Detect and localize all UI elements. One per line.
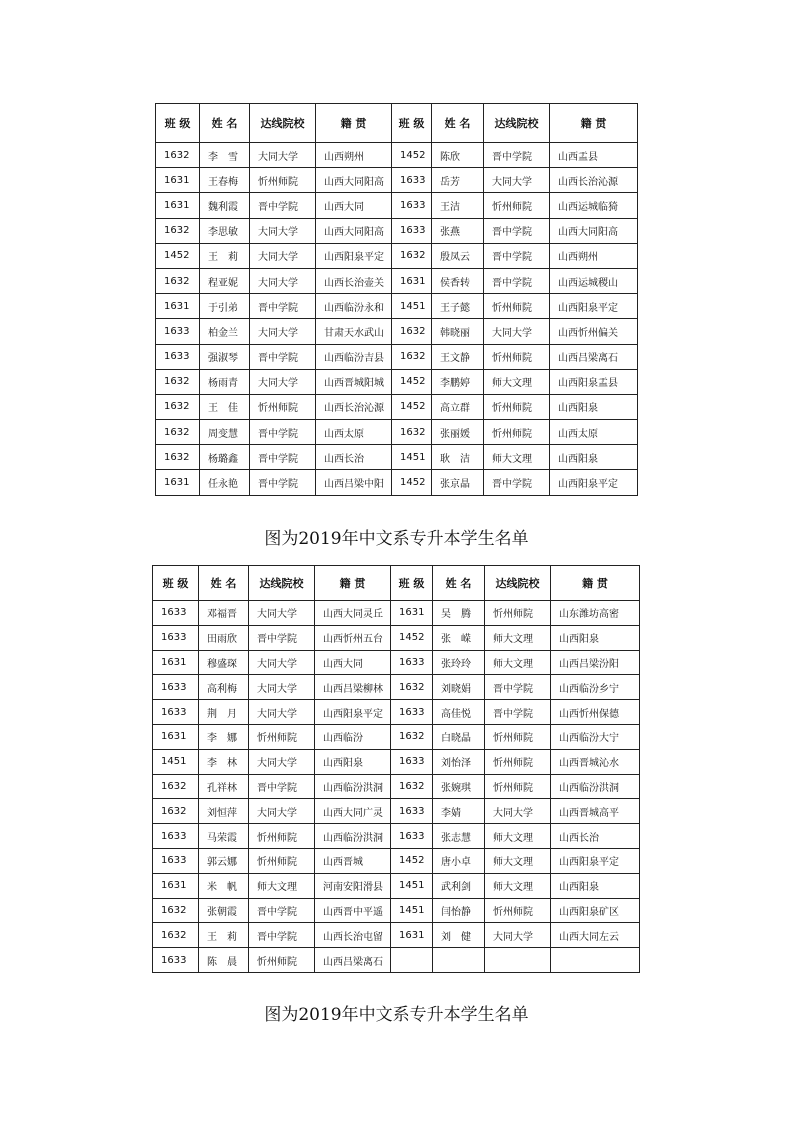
hometown-cell: 山西阳泉平定 bbox=[550, 470, 638, 495]
name-cell: 李鹏婷 bbox=[432, 369, 484, 394]
hometown-cell: 山西阳泉矿区 bbox=[551, 898, 640, 923]
hometown-cell: 山西忻州五台 bbox=[315, 625, 391, 650]
table-row bbox=[153, 923, 640, 948]
class-cell: 1632 bbox=[391, 675, 433, 700]
class-cell: 1452 bbox=[392, 394, 432, 419]
name-cell: 田雨欣 bbox=[199, 625, 249, 650]
class-cell: 1632 bbox=[156, 394, 200, 419]
hometown-cell: 山西临汾洪洞 bbox=[315, 774, 391, 799]
school-cell: 晋中学院 bbox=[484, 470, 550, 495]
header-class: 班 级 bbox=[391, 566, 433, 601]
school-cell: 忻州师院 bbox=[485, 774, 551, 799]
school-cell: 忻州师院 bbox=[249, 948, 315, 973]
class-cell: 1633 bbox=[391, 824, 433, 849]
hometown-cell: 山西吕梁离石 bbox=[550, 344, 638, 369]
hometown-cell: 山西大同阳高 bbox=[316, 168, 392, 193]
hometown-cell: 山西大同阳高 bbox=[316, 218, 392, 243]
header-name: 姓 名 bbox=[200, 104, 250, 143]
class-cell: 1633 bbox=[153, 675, 199, 700]
school-cell: 晋中学院 bbox=[250, 294, 316, 319]
table-row bbox=[153, 675, 640, 700]
school-cell: 师大文理 bbox=[485, 824, 551, 849]
school-cell: 大同大学 bbox=[485, 799, 551, 824]
school-cell: 师大文理 bbox=[485, 625, 551, 650]
class-cell: 1452 bbox=[392, 470, 432, 495]
hometown-cell: 山西临汾 bbox=[315, 724, 391, 749]
name-cell: 张婉琪 bbox=[433, 774, 485, 799]
school-cell: 师大文理 bbox=[485, 873, 551, 898]
school-cell: 忻州师院 bbox=[485, 601, 551, 626]
class-cell: 1452 bbox=[391, 848, 433, 873]
name-cell: 张志慧 bbox=[433, 824, 485, 849]
class-cell: 1451 bbox=[392, 294, 432, 319]
name-cell: 张 嵘 bbox=[433, 625, 485, 650]
hometown-cell: 山西长治屯留 bbox=[315, 923, 391, 948]
name-cell: 张朝霞 bbox=[199, 898, 249, 923]
class-cell: 1451 bbox=[391, 898, 433, 923]
hometown-cell: 山西阳泉平定 bbox=[315, 700, 391, 725]
school-cell: 晋中学院 bbox=[250, 470, 316, 495]
school-cell: 大同大学 bbox=[250, 319, 316, 344]
table-header-row bbox=[153, 566, 640, 601]
table-body bbox=[153, 601, 640, 973]
header-name: 姓 名 bbox=[432, 104, 484, 143]
hometown-cell: 山西大同 bbox=[316, 193, 392, 218]
name-cell: 王春梅 bbox=[200, 168, 250, 193]
name-cell: 张玲玲 bbox=[433, 650, 485, 675]
hometown-cell: 山西阳泉平定 bbox=[550, 294, 638, 319]
school-cell: 晋中学院 bbox=[250, 193, 316, 218]
class-cell: 1631 bbox=[153, 650, 199, 675]
school-cell: 忻州师院 bbox=[249, 848, 315, 873]
school-cell: 大同大学 bbox=[250, 143, 316, 168]
class-cell: 1632 bbox=[153, 774, 199, 799]
hometown-cell: 山西吕梁柳林 bbox=[315, 675, 391, 700]
name-cell: 张丽媛 bbox=[432, 420, 484, 445]
class-cell: 1633 bbox=[391, 650, 433, 675]
name-cell: 郭云娜 bbox=[199, 848, 249, 873]
name-cell: 张燕 bbox=[432, 218, 484, 243]
class-cell: 1452 bbox=[156, 243, 200, 268]
name-cell: 高立群 bbox=[432, 394, 484, 419]
header-class: 班 级 bbox=[156, 104, 200, 143]
hometown-cell: 山西大同阳高 bbox=[550, 218, 638, 243]
hometown-cell: 山西临汾乡宁 bbox=[551, 675, 640, 700]
class-cell: 1631 bbox=[156, 294, 200, 319]
class-cell: 1633 bbox=[153, 848, 199, 873]
class-cell: 1633 bbox=[153, 700, 199, 725]
header-school: 达线院校 bbox=[249, 566, 315, 601]
name-cell: 于引弟 bbox=[200, 294, 250, 319]
school-cell: 晋中学院 bbox=[484, 218, 550, 243]
class-cell: 1632 bbox=[153, 923, 199, 948]
hometown-cell bbox=[551, 948, 640, 973]
class-cell: 1631 bbox=[153, 724, 199, 749]
table-row bbox=[153, 948, 640, 973]
class-cell: 1632 bbox=[153, 898, 199, 923]
hometown-cell: 山西大同 bbox=[315, 650, 391, 675]
name-cell: 强淑琴 bbox=[200, 344, 250, 369]
class-cell: 1631 bbox=[391, 601, 433, 626]
header-school: 达线院校 bbox=[485, 566, 551, 601]
name-cell: 荆 月 bbox=[199, 700, 249, 725]
hometown-cell: 山西盂县 bbox=[550, 143, 638, 168]
hometown-cell: 山西朔州 bbox=[550, 243, 638, 268]
table-row bbox=[156, 294, 638, 319]
school-cell: 晋中学院 bbox=[250, 420, 316, 445]
school-cell: 大同大学 bbox=[249, 601, 315, 626]
header-school: 达线院校 bbox=[484, 104, 550, 143]
class-cell: 1632 bbox=[392, 344, 432, 369]
school-cell: 大同大学 bbox=[485, 923, 551, 948]
school-cell: 晋中学院 bbox=[485, 700, 551, 725]
table-row bbox=[156, 369, 638, 394]
table-row bbox=[156, 319, 638, 344]
header-hometown: 籍 贯 bbox=[316, 104, 392, 143]
name-cell: 邓福晋 bbox=[199, 601, 249, 626]
school-cell: 晋中学院 bbox=[249, 625, 315, 650]
hometown-cell: 山西临汾洪洞 bbox=[315, 824, 391, 849]
class-cell: 1452 bbox=[392, 369, 432, 394]
class-cell: 1451 bbox=[392, 445, 432, 470]
hometown-cell: 山西阳泉 bbox=[551, 625, 640, 650]
school-cell: 忻州师院 bbox=[484, 294, 550, 319]
table-row bbox=[153, 700, 640, 725]
hometown-cell: 山西朔州 bbox=[316, 143, 392, 168]
school-cell: 大同大学 bbox=[249, 675, 315, 700]
class-cell bbox=[391, 948, 433, 973]
school-cell: 晋中学院 bbox=[250, 445, 316, 470]
class-cell: 1631 bbox=[156, 470, 200, 495]
name-cell: 李 林 bbox=[199, 749, 249, 774]
school-cell: 大同大学 bbox=[249, 650, 315, 675]
name-cell: 任永艳 bbox=[200, 470, 250, 495]
hometown-cell: 山西晋城沁水 bbox=[551, 749, 640, 774]
school-cell: 师大文理 bbox=[485, 650, 551, 675]
class-cell: 1631 bbox=[153, 873, 199, 898]
hometown-cell: 山西晋城阳城 bbox=[316, 369, 392, 394]
school-cell: 忻州师院 bbox=[249, 724, 315, 749]
header-name: 姓 名 bbox=[199, 566, 249, 601]
name-cell: 陈欣 bbox=[432, 143, 484, 168]
student-list-table-2 bbox=[152, 565, 640, 973]
hometown-cell: 山西阳泉 bbox=[315, 749, 391, 774]
class-cell: 1632 bbox=[156, 369, 200, 394]
class-cell: 1632 bbox=[156, 445, 200, 470]
class-cell: 1632 bbox=[153, 799, 199, 824]
table-row bbox=[153, 873, 640, 898]
hometown-cell: 山西大同左云 bbox=[551, 923, 640, 948]
name-cell: 李 娜 bbox=[199, 724, 249, 749]
class-cell: 1633 bbox=[156, 344, 200, 369]
table-row bbox=[153, 625, 640, 650]
hometown-cell: 山西长治壶关 bbox=[316, 268, 392, 293]
school-cell: 忻州师院 bbox=[485, 749, 551, 774]
name-cell: 高佳悦 bbox=[433, 700, 485, 725]
name-cell: 王 莉 bbox=[200, 243, 250, 268]
class-cell: 1632 bbox=[392, 243, 432, 268]
school-cell: 忻州师院 bbox=[484, 394, 550, 419]
hometown-cell: 山西长治沁源 bbox=[316, 394, 392, 419]
school-cell bbox=[485, 948, 551, 973]
hometown-cell: 山西长治沁源 bbox=[550, 168, 638, 193]
header-school: 达线院校 bbox=[250, 104, 316, 143]
table-row bbox=[156, 268, 638, 293]
class-cell: 1631 bbox=[391, 923, 433, 948]
name-cell: 王子懿 bbox=[432, 294, 484, 319]
hometown-cell: 河南安阳滑县 bbox=[315, 873, 391, 898]
header-hometown: 籍 贯 bbox=[315, 566, 391, 601]
school-cell: 忻州师院 bbox=[484, 193, 550, 218]
name-cell: 刘 健 bbox=[433, 923, 485, 948]
hometown-cell: 山西晋城 bbox=[315, 848, 391, 873]
name-cell: 周变慧 bbox=[200, 420, 250, 445]
class-cell: 1632 bbox=[392, 319, 432, 344]
table-header-row bbox=[156, 104, 638, 143]
name-cell: 岳芳 bbox=[432, 168, 484, 193]
school-cell: 忻州师院 bbox=[249, 824, 315, 849]
name-cell: 殷凤云 bbox=[432, 243, 484, 268]
name-cell: 杨璐鑫 bbox=[200, 445, 250, 470]
header-hometown: 籍 贯 bbox=[550, 104, 638, 143]
hometown-cell: 山西临汾大宁 bbox=[551, 724, 640, 749]
class-cell: 1451 bbox=[153, 749, 199, 774]
name-cell: 唐小卓 bbox=[433, 848, 485, 873]
school-cell: 晋中学院 bbox=[484, 143, 550, 168]
school-cell: 忻州师院 bbox=[250, 168, 316, 193]
table-caption: 图为2019年中文系专升本学生名单 bbox=[264, 1005, 529, 1025]
hometown-cell: 山西临汾吉县 bbox=[316, 344, 392, 369]
school-cell: 晋中学院 bbox=[249, 923, 315, 948]
name-cell: 李婧 bbox=[433, 799, 485, 824]
hometown-cell: 山西阳泉盂县 bbox=[550, 369, 638, 394]
name-cell: 高利梅 bbox=[199, 675, 249, 700]
hometown-cell: 山西阳泉平定 bbox=[316, 243, 392, 268]
table-row bbox=[156, 470, 638, 495]
hometown-cell: 山西运城临猗 bbox=[550, 193, 638, 218]
header-name: 姓 名 bbox=[433, 566, 485, 601]
class-cell: 1633 bbox=[392, 193, 432, 218]
name-cell: 耿 洁 bbox=[432, 445, 484, 470]
school-cell: 大同大学 bbox=[250, 369, 316, 394]
table-row bbox=[153, 898, 640, 923]
name-cell: 穆盛琛 bbox=[199, 650, 249, 675]
name-cell: 王洁 bbox=[432, 193, 484, 218]
name-cell: 程亚妮 bbox=[200, 268, 250, 293]
class-cell: 1633 bbox=[153, 824, 199, 849]
name-cell: 柏金兰 bbox=[200, 319, 250, 344]
hometown-cell: 山西大同灵丘 bbox=[315, 601, 391, 626]
class-cell: 1633 bbox=[153, 601, 199, 626]
class-cell: 1452 bbox=[392, 143, 432, 168]
school-cell: 忻州师院 bbox=[484, 420, 550, 445]
hometown-cell: 山西吕梁中阳 bbox=[316, 470, 392, 495]
school-cell: 忻州师院 bbox=[484, 344, 550, 369]
class-cell: 1631 bbox=[392, 268, 432, 293]
class-cell: 1633 bbox=[391, 700, 433, 725]
hometown-cell: 山西太原 bbox=[550, 420, 638, 445]
name-cell: 米 帆 bbox=[199, 873, 249, 898]
school-cell: 师大文理 bbox=[484, 369, 550, 394]
school-cell: 忻州师院 bbox=[485, 898, 551, 923]
table-row bbox=[153, 601, 640, 626]
name-cell bbox=[433, 948, 485, 973]
class-cell: 1632 bbox=[156, 143, 200, 168]
hometown-cell: 山西阳泉 bbox=[551, 873, 640, 898]
class-cell: 1633 bbox=[391, 799, 433, 824]
hometown-cell: 山西忻州偏关 bbox=[550, 319, 638, 344]
table-row bbox=[156, 344, 638, 369]
school-cell: 师大文理 bbox=[484, 445, 550, 470]
school-cell: 晋中学院 bbox=[250, 344, 316, 369]
class-cell: 1633 bbox=[391, 749, 433, 774]
student-list-table-1 bbox=[155, 103, 638, 496]
name-cell: 李 雪 bbox=[200, 143, 250, 168]
school-cell: 晋中学院 bbox=[249, 774, 315, 799]
class-cell: 1452 bbox=[391, 625, 433, 650]
school-cell: 师大文理 bbox=[485, 848, 551, 873]
table-row bbox=[153, 774, 640, 799]
name-cell: 马荣霞 bbox=[199, 824, 249, 849]
school-cell: 大同大学 bbox=[250, 268, 316, 293]
header-class: 班 级 bbox=[392, 104, 432, 143]
school-cell: 忻州师院 bbox=[250, 394, 316, 419]
table-row bbox=[156, 143, 638, 168]
hometown-cell: 山西太原 bbox=[316, 420, 392, 445]
class-cell: 1631 bbox=[156, 193, 200, 218]
name-cell: 吴 腾 bbox=[433, 601, 485, 626]
table-row bbox=[156, 394, 638, 419]
name-cell: 刘恒萍 bbox=[199, 799, 249, 824]
class-cell: 1633 bbox=[156, 319, 200, 344]
name-cell: 杨雨青 bbox=[200, 369, 250, 394]
hometown-cell: 山西大同广灵 bbox=[315, 799, 391, 824]
name-cell: 韩晓丽 bbox=[432, 319, 484, 344]
table-body bbox=[156, 143, 638, 496]
table-row bbox=[156, 218, 638, 243]
name-cell: 陈 晨 bbox=[199, 948, 249, 973]
name-cell: 王文静 bbox=[432, 344, 484, 369]
class-cell: 1632 bbox=[391, 774, 433, 799]
hometown-cell: 山西阳泉平定 bbox=[551, 848, 640, 873]
table-row bbox=[153, 650, 640, 675]
name-cell: 闫怡静 bbox=[433, 898, 485, 923]
hometown-cell: 山西临汾洪洞 bbox=[551, 774, 640, 799]
school-cell: 晋中学院 bbox=[249, 898, 315, 923]
school-cell: 大同大学 bbox=[249, 749, 315, 774]
class-cell: 1632 bbox=[392, 420, 432, 445]
class-cell: 1633 bbox=[153, 625, 199, 650]
table-row bbox=[153, 799, 640, 824]
name-cell: 王 莉 bbox=[199, 923, 249, 948]
school-cell: 师大文理 bbox=[249, 873, 315, 898]
class-cell: 1632 bbox=[156, 268, 200, 293]
school-cell: 大同大学 bbox=[249, 799, 315, 824]
school-cell: 大同大学 bbox=[484, 168, 550, 193]
table-row bbox=[156, 445, 638, 470]
name-cell: 孔祥林 bbox=[199, 774, 249, 799]
hometown-cell: 山西长治 bbox=[316, 445, 392, 470]
table-row bbox=[156, 420, 638, 445]
hometown-cell: 山东潍坊高密 bbox=[551, 601, 640, 626]
hometown-cell: 山西阳泉 bbox=[550, 394, 638, 419]
hometown-cell: 甘肃天水武山 bbox=[316, 319, 392, 344]
name-cell: 张京晶 bbox=[432, 470, 484, 495]
class-cell: 1632 bbox=[391, 724, 433, 749]
hometown-cell: 山西临汾永和 bbox=[316, 294, 392, 319]
class-cell: 1631 bbox=[156, 168, 200, 193]
school-cell: 晋中学院 bbox=[484, 268, 550, 293]
name-cell: 武利剑 bbox=[433, 873, 485, 898]
table-row bbox=[153, 848, 640, 873]
school-cell: 大同大学 bbox=[250, 218, 316, 243]
class-cell: 1632 bbox=[156, 420, 200, 445]
table-row bbox=[153, 724, 640, 749]
name-cell: 李思敏 bbox=[200, 218, 250, 243]
hometown-cell: 山西忻州保德 bbox=[551, 700, 640, 725]
table-row bbox=[153, 824, 640, 849]
table-row bbox=[156, 193, 638, 218]
name-cell: 侯香转 bbox=[432, 268, 484, 293]
name-cell: 白晓晶 bbox=[433, 724, 485, 749]
hometown-cell: 山西运城稷山 bbox=[550, 268, 638, 293]
hometown-cell: 山西吕梁汾阳 bbox=[551, 650, 640, 675]
name-cell: 王 佳 bbox=[200, 394, 250, 419]
name-cell: 刘晓娟 bbox=[433, 675, 485, 700]
table-row bbox=[156, 243, 638, 268]
class-cell: 1632 bbox=[156, 218, 200, 243]
hometown-cell: 山西阳泉 bbox=[550, 445, 638, 470]
table-caption: 图为2019年中文系专升本学生名单 bbox=[264, 529, 529, 549]
class-cell: 1451 bbox=[391, 873, 433, 898]
school-cell: 大同大学 bbox=[250, 243, 316, 268]
name-cell: 刘怡泽 bbox=[433, 749, 485, 774]
class-cell: 1633 bbox=[153, 948, 199, 973]
class-cell: 1633 bbox=[392, 218, 432, 243]
school-cell: 晋中学院 bbox=[485, 675, 551, 700]
header-hometown: 籍 贯 bbox=[551, 566, 640, 601]
name-cell: 魏利霞 bbox=[200, 193, 250, 218]
hometown-cell: 山西吕梁离石 bbox=[315, 948, 391, 973]
table-row bbox=[156, 168, 638, 193]
school-cell: 晋中学院 bbox=[484, 243, 550, 268]
header-class: 班 级 bbox=[153, 566, 199, 601]
school-cell: 忻州师院 bbox=[485, 724, 551, 749]
table-row bbox=[153, 749, 640, 774]
hometown-cell: 山西长治 bbox=[551, 824, 640, 849]
school-cell: 大同大学 bbox=[249, 700, 315, 725]
hometown-cell: 山西晋城高平 bbox=[551, 799, 640, 824]
school-cell: 大同大学 bbox=[484, 319, 550, 344]
class-cell: 1633 bbox=[392, 168, 432, 193]
hometown-cell: 山西晋中平遥 bbox=[315, 898, 391, 923]
